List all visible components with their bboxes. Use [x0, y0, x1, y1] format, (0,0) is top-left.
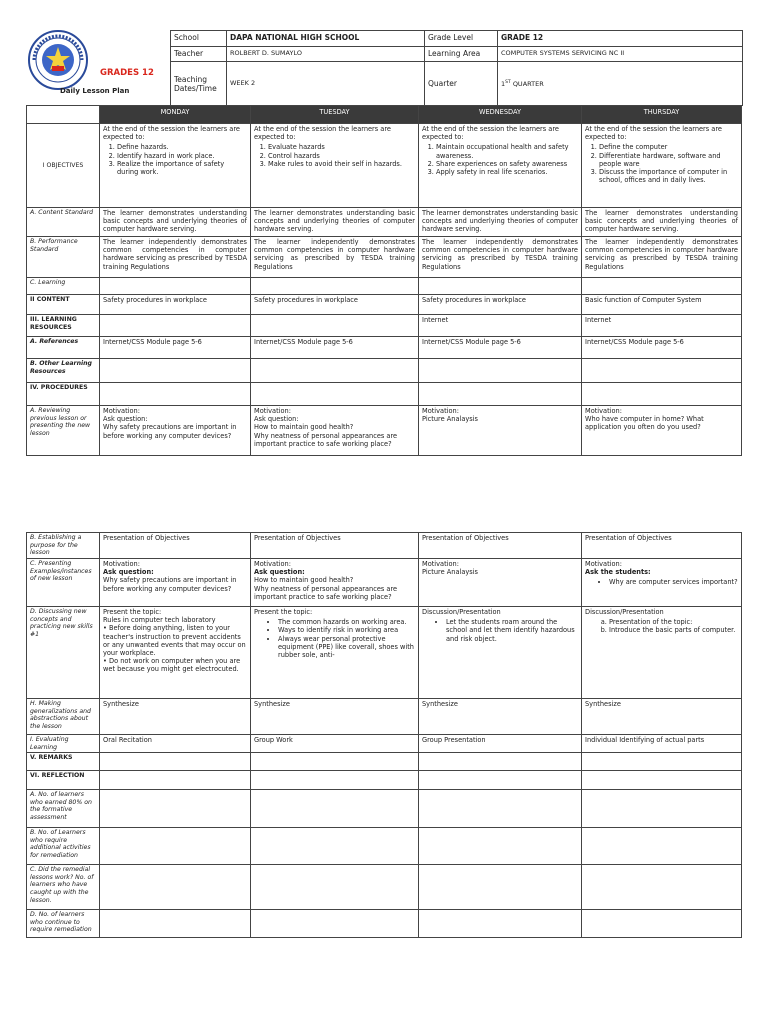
generalizing-monday: Synthesize: [100, 699, 251, 735]
reflection-c-label: C. Did the remedial lessons work? No. of learners who have caught up with the lesson.: [27, 865, 100, 910]
references-wednesday: Internet/CSS Module page 5-6: [419, 337, 582, 359]
content-wednesday: Safety procedures in workplace: [419, 295, 582, 315]
day-header-thursday: THURSDAY: [582, 106, 742, 124]
content-label: II CONTENT: [27, 295, 100, 315]
discussing-wednesday: Discussion/Presentation • Let the students roam around the school and let them identify hazardous and risk object.: [419, 607, 582, 699]
discussing-tuesday: Present the topic: • The common hazards on working area. • Ways to identify risk in working area • Always wear personal protective equipment (PPE) like coverall, shoes with rubber sole, anti-: [251, 607, 419, 699]
generalizing-thursday: Synthesize: [582, 699, 742, 735]
performance-standard-wednesday: The learner independently demonstrates common competencies in computer hardware servicing as prescribed by TESDA training Regulations: [419, 237, 582, 278]
plan-title: Daily Lesson Plan: [60, 87, 130, 95]
content-tuesday: Safety procedures in workplace: [251, 295, 419, 315]
content-standard-thursday: The learner demonstrates understanding basic concepts and underlying theories of computer hardware serving.: [582, 208, 742, 237]
evaluating-tuesday: Group Work: [251, 735, 419, 753]
content-thursday: Basic function of Computer System: [582, 295, 742, 315]
teaching-dates-value: WEEK 2: [227, 62, 425, 106]
teaching-dates-label: Teaching Dates/Time: [171, 62, 227, 106]
presenting-thursday: Motivation: Ask the students: • Why are computer services important?: [582, 559, 742, 607]
establishing-label: B. Establishing a purpose for the lesson: [27, 533, 100, 559]
lesson-plan-table-part1: [26, 105, 742, 456]
reviewing-monday: Motivation: Ask question: Why safety precautions are important in before working any computer devices?: [100, 406, 251, 456]
day-header-tuesday: TUESDAY: [251, 106, 419, 124]
evaluating-wednesday: Group Presentation: [419, 735, 582, 753]
quarter-label: Quarter: [425, 62, 498, 106]
performance-standard-tuesday: The learner independently demonstrates common competencies in computer hardware servicing as prescribed by TESDA training Regulations: [251, 237, 419, 278]
performance-standard-monday: The learner independently demonstrates common competencies in computer hardware servicing as prescribed by TESDA training Regulations: [100, 237, 251, 278]
school-value: DAPA NATIONAL HIGH SCHOOL: [227, 31, 425, 47]
references-tuesday: Internet/CSS Module page 5-6: [251, 337, 419, 359]
presenting-wednesday: Motivation: Picture Analaysis: [419, 559, 582, 607]
learning-area-value: COMPUTER SYSTEMS SERVICING NC II: [498, 47, 743, 62]
deped-seal-logo: [28, 30, 88, 90]
header-table: [170, 30, 743, 106]
reviewing-label: A. Reviewing previous lesson or presenting the new lesson: [27, 406, 100, 456]
grades-label: GRADES 12: [100, 68, 154, 78]
resources-thursday: Internet: [582, 315, 742, 337]
presenting-tuesday: Motivation: Ask question: How to maintain good health? Why neatness of personal appearances are important practice to safe working place?: [251, 559, 419, 607]
reviewing-tuesday: Motivation: Ask question: How to maintain good health? Why neatness of personal appearances are important practice to safe working place?: [251, 406, 419, 456]
establishing-thursday: Presentation of Objectives: [582, 533, 742, 559]
school-label: School: [171, 31, 227, 47]
learning-area-label: Learning Area: [425, 47, 498, 62]
evaluating-thursday: Individual Identifying of actual parts: [582, 735, 742, 753]
grade-level-label: Grade Level: [425, 31, 498, 47]
objectives-tuesday: At the end of the session the learners are expected to: 1. Evaluate hazards 2. Control hazards 3. Make rules to avoid their self in hazards.: [251, 124, 419, 208]
reviewing-thursday: Motivation: Who have computer in home? What application you often do you used?: [582, 406, 742, 456]
resources-monday: [100, 315, 251, 337]
performance-standard-thursday: The learner independently demonstrates common competencies in computer hardware servicing as prescribed by TESDA training Regulations: [582, 237, 742, 278]
reflection-a-label: A. No. of learners who earned 80% on the formative assessment: [27, 790, 100, 828]
objectives-thursday: At the end of the session the learners are expected to: 1. Define the computer 2. Differentiate hardware, software and people ware 3. Discuss the importance of computer in school, offices and in daily lives.: [582, 124, 742, 208]
grade-level-value: GRADE 12: [498, 31, 743, 47]
content-standard-tuesday: The learner demonstrates understanding basic concepts and underlying theories of computer hardware serving.: [251, 208, 419, 237]
day-header-monday: MONDAY: [100, 106, 251, 124]
generalizing-label: H. Making generalizations and abstractions about the lesson: [27, 699, 100, 735]
content-standard-wednesday: The learner demonstrates understanding basic concepts and underlying theories of computer hardware serving.: [419, 208, 582, 237]
evaluating-label: I. Evaluating Learning: [27, 735, 100, 753]
objectives-wednesday: At the end of the session the learners are expected to: 1. Maintain occupational health and safety awareness. 2. Share experiences on safety awareness 3. Apply safety in real life scenarios.: [419, 124, 582, 208]
learning-resources-label: III. LEARNING RESOURCES: [27, 315, 100, 337]
objectives-monday: At the end of the session the learners are expected to: 1. Define hazards. 2. Identify hazard in work place. 3. Realize the importance of safety during work.: [100, 124, 251, 208]
resources-wednesday: Internet: [419, 315, 582, 337]
discussing-monday: Present the topic: Rules in computer tech laboratory • Before doing anything, listen to your teacher's instruction to prevent accidents or any unwanted events that may occur on your workplace. • Do not work on computer when you are wet because you might get electrocuted.: [100, 607, 251, 699]
other-resources-label: B. Other Learning Resources: [27, 359, 100, 383]
presenting-monday: Motivation: Ask question: Why safety precautions are important in before working any computer devices?: [100, 559, 251, 607]
presenting-label: C. Presenting Examples/instances of new lesson: [27, 559, 100, 607]
learning-label: C. Learning: [27, 278, 100, 295]
lesson-plan-table-part2: [26, 532, 742, 938]
teacher-value: ROLBERT D. SUMAYLO: [227, 47, 425, 62]
objectives-label: I OBJECTIVES: [27, 124, 100, 208]
content-standard-label: A. Content Standard: [27, 208, 100, 237]
procedures-label: IV. PROCEDURES: [27, 383, 100, 406]
generalizing-wednesday: Synthesize: [419, 699, 582, 735]
establishing-tuesday: Presentation of Objectives: [251, 533, 419, 559]
reflection-label: VI. REFLECTION: [27, 771, 100, 790]
references-monday: Internet/CSS Module page 5-6: [100, 337, 251, 359]
discussing-label: D. Discussing new concepts and practicing new skills #1: [27, 607, 100, 699]
references-thursday: Internet/CSS Module page 5-6: [582, 337, 742, 359]
resources-tuesday: [251, 315, 419, 337]
establishing-wednesday: Presentation of Objectives: [419, 533, 582, 559]
reviewing-wednesday: Motivation: Picture Analaysis: [419, 406, 582, 456]
discussing-thursday: Discussion/Presentation a. Presentation of the topic: b. Introduce the basic parts of computer.: [582, 607, 742, 699]
content-standard-monday: The learner demonstrates understanding basic concepts and underlying theories of computer hardware serving.: [100, 208, 251, 237]
day-header-wednesday: WEDNESDAY: [419, 106, 582, 124]
content-monday: Safety procedures in workplace: [100, 295, 251, 315]
reflection-b-label: B. No. of Learners who require additional activities for remediation: [27, 828, 100, 865]
establishing-monday: Presentation of Objectives: [100, 533, 251, 559]
quarter-value: 1ST QUARTER: [498, 62, 743, 106]
reflection-d-label: D. No. of learners who continue to require remediation: [27, 910, 100, 938]
evaluating-monday: Oral Recitation: [100, 735, 251, 753]
remarks-label: V. REMARKS: [27, 753, 100, 771]
performance-standard-label: B. Performance Standard: [27, 237, 100, 278]
references-label: A. References: [27, 337, 100, 359]
generalizing-tuesday: Synthesize: [251, 699, 419, 735]
teacher-label: Teacher: [171, 47, 227, 62]
